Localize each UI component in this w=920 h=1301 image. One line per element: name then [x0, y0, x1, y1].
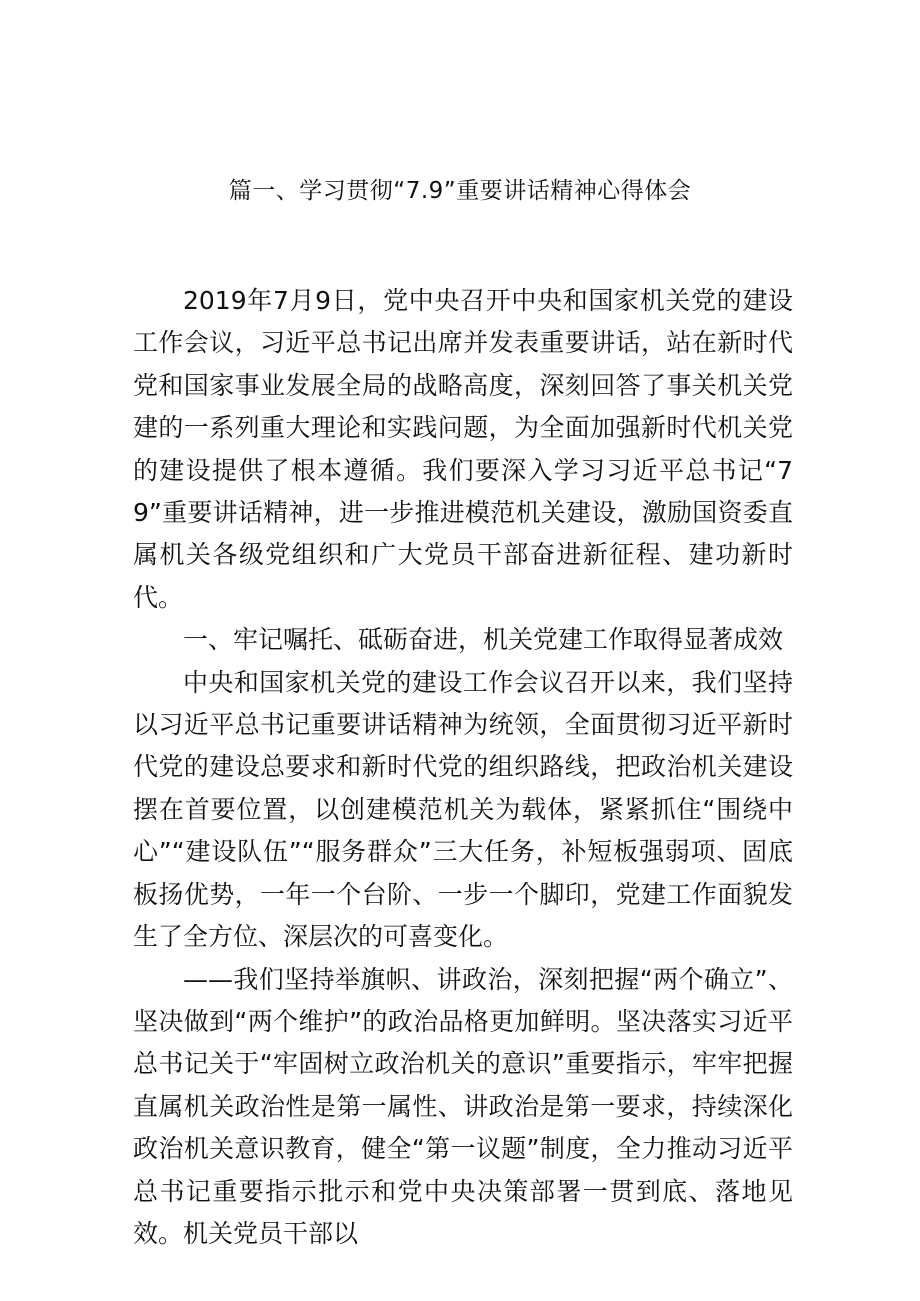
paragraph-achievements: 中央和国家机关党的建设工作会议召开以来，我们坚持以习近平总书记重要讲话精神为统领，全面贯彻习近平新时代党的建设总要求和新时代党的组织路线，把政治机关建设摆在首要位置，以创建模范机关为载体，紧紧抓住“围绕中心”“建设队伍”“服务群众”三大任务，补短板强弱项、固底板扬优势，一年一个台阶、一步一个脚印，党建工作面貌发生了全方位、深层次的可喜变化。: [133, 667, 793, 952]
paragraph-politics: ——我们坚持举旗帜、讲政治，深刻把握“两个确立”、坚决做到“两个维护”的政治品格更加鲜明。坚决落实习近平总书记关于“牢固树立政治机关的意识”重要指示，牢牢把握直属机关政治性是第一属性、讲政治是第一要求，持续深化政治机关意识教育，健全“第一议题”制度，全力推动习近平总书记重要指示批示和党中央决策部署一贯到底、落地见效。机关党员干部以: [133, 964, 793, 1248]
document-title: 篇一、学习贯彻“7.9”重要讲话精神心得体会: [228, 178, 692, 204]
document-body: [133, 280, 793, 1255]
section-heading-1: 一、牢记嘱托、砥砺奋进，机关党建工作取得显著成效: [183, 625, 784, 655]
paragraph-intro: 2019年7月9日，党中央召开中央和国家机关党的建设工作会议，习近平总书记出席并发表重要讲话，站在新时代党和国家事业发展全局的战略高度，深刻回答了事关机关党建的一系列重大理论和实践问题，为全面加强新时代机关党的建设提供了根本遵循。我们要深入学习习近平总书记“79”重要讲话精神，进一步推进模范机关建设，激励国资委直属机关各级党组织和广大党员干部奋进新征程、建功新时代。: [133, 286, 793, 612]
